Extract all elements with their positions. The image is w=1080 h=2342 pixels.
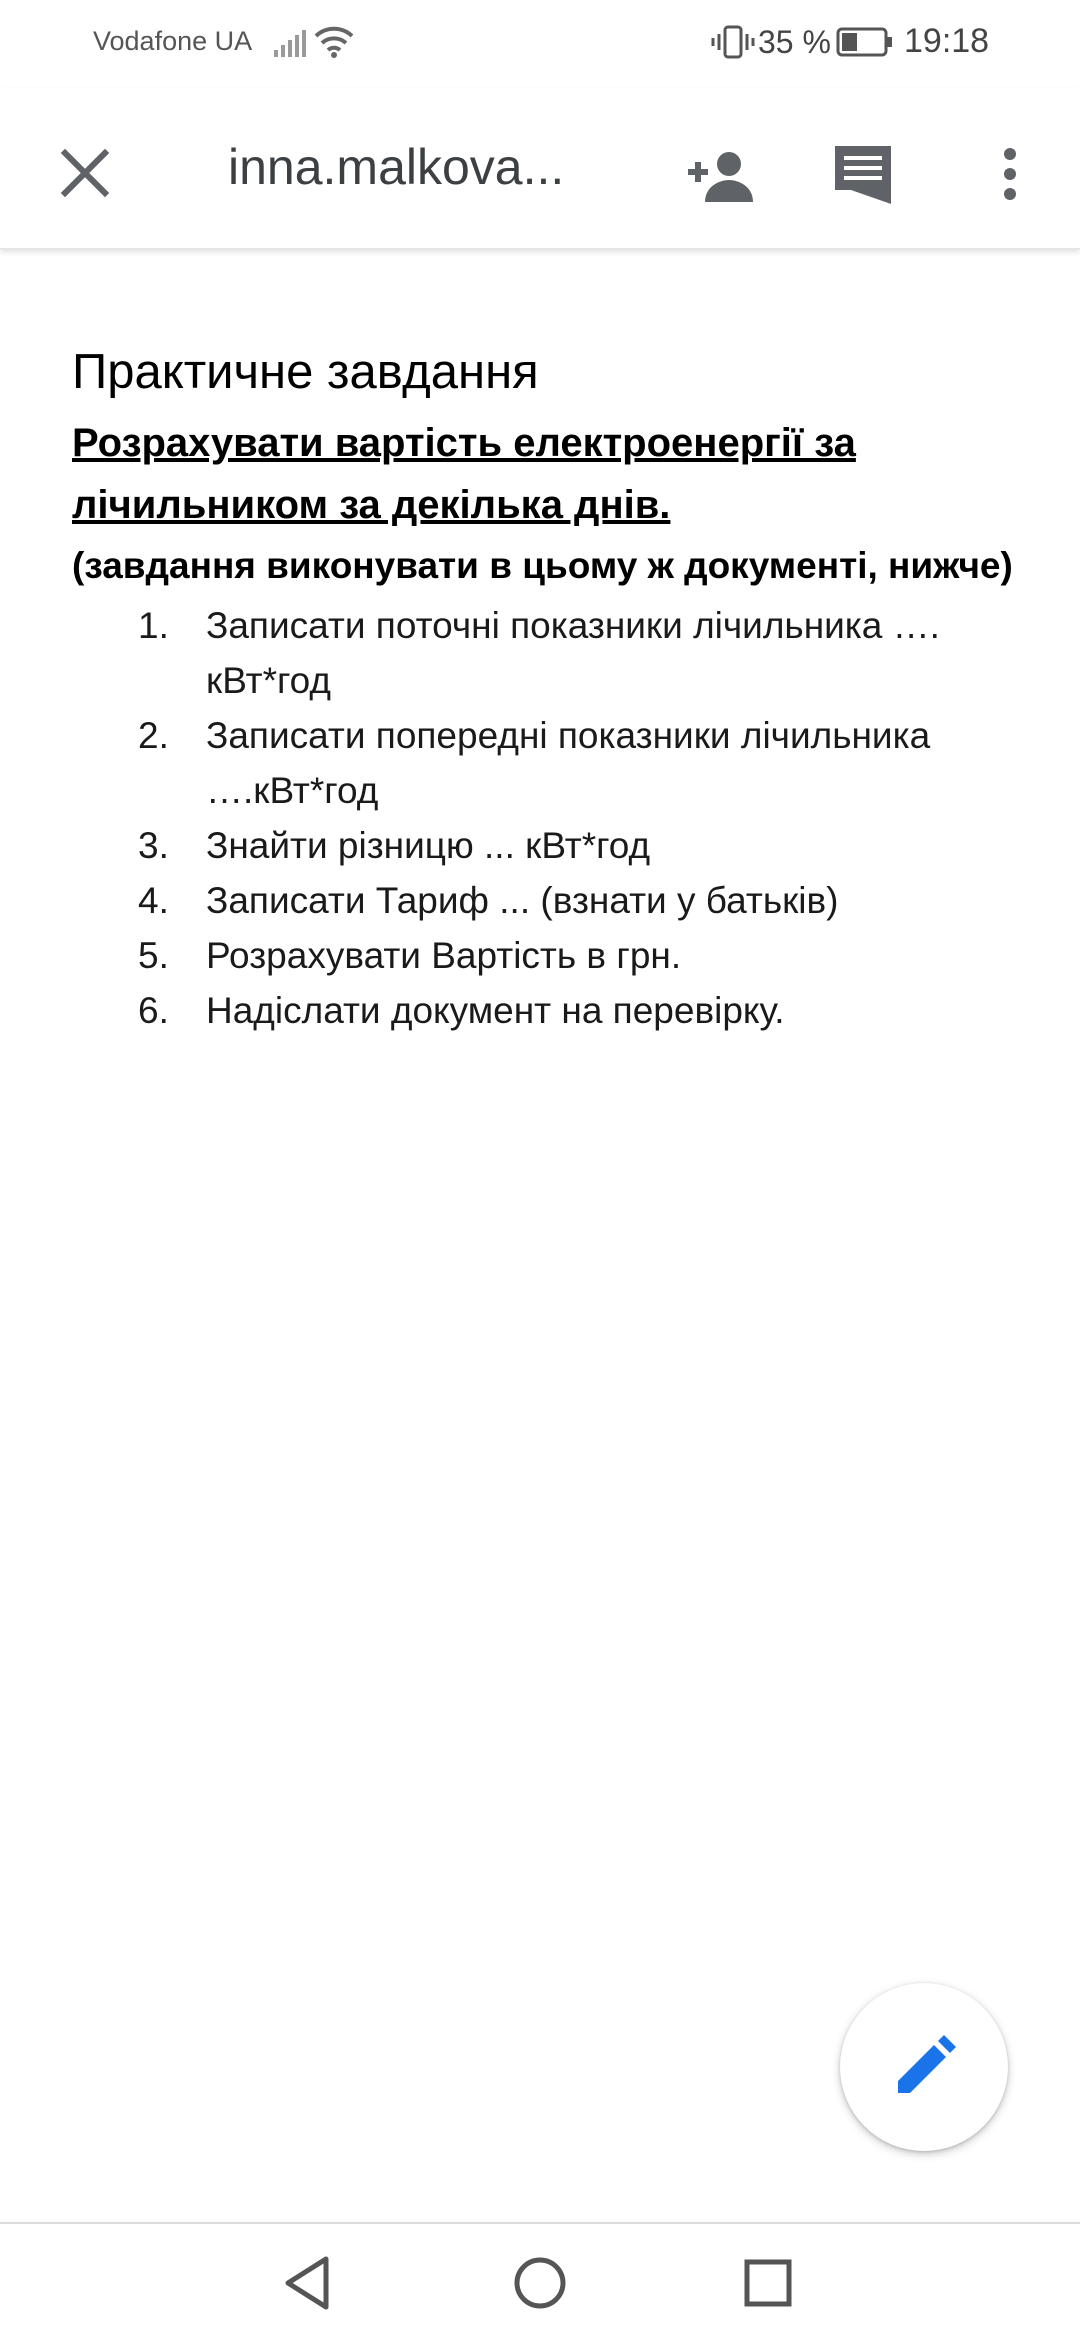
add-people-button[interactable] [675,136,765,216]
document-title[interactable]: inna.malkova... [228,139,565,195]
steps-list [72,598,1032,1038]
more-vert-icon [1000,146,1020,202]
comments-button[interactable] [818,132,908,216]
step-number: 5. [138,935,169,976]
list-item [72,983,1032,1038]
step-text: Записати Тариф ... (взнати у батьків) [206,880,839,921]
close-button[interactable] [40,133,130,213]
edit-pencil-icon [892,2035,956,2099]
step-text: Записати попередні показники лічильника ….кВт*год [206,715,931,811]
app-bar [0,88,1080,249]
nav-home-button[interactable] [500,2248,580,2318]
back-triangle-icon [282,2255,334,2311]
more-options-button[interactable] [980,132,1040,216]
signal-icon [272,30,308,58]
battery-percent: 35 % [758,24,831,60]
add-person-icon [684,148,756,204]
step-number: 2. [138,715,169,756]
step-text: Записати поточні показники лічильника …. кВт*год [206,605,940,701]
list-item [72,928,1032,983]
home-circle-icon [512,2255,568,2311]
nav-back-button[interactable] [268,2248,348,2318]
step-number: 4. [138,880,169,921]
task-note: (завдання виконувати в цьому ж документі, нижче) [72,545,1013,586]
vibrate-icon [710,24,756,60]
wifi-icon [313,24,355,60]
list-item [72,598,1032,708]
step-number: 3. [138,825,169,866]
step-number: 1. [138,605,169,646]
close-icon [59,147,111,199]
status-time: 19:18 [904,22,990,60]
edit-button[interactable] [840,1983,1008,2151]
step-text: Знайти різницю ... кВт*год [206,825,651,866]
list-item [72,708,1032,818]
carrier-name: Vodafone UA [93,26,253,56]
task-statement: Розрахувати вартість електроенергії за лічильником за декілька днів. [72,421,856,527]
status-bar [0,0,1080,88]
document-heading: Практичне завдання [72,345,539,399]
step-text: Надіслати документ на перевірку. [206,990,785,1031]
step-number: 6. [138,990,169,1031]
list-item [72,873,1032,928]
recents-square-icon [742,2257,794,2309]
step-text: Розрахувати Вартість в грн. [206,935,682,976]
document-body [72,340,1032,1038]
system-nav-bar [0,2222,1080,2342]
comment-icon [831,142,895,206]
list-item [72,818,1032,873]
battery-icon [836,26,894,58]
nav-recents-button[interactable] [728,2248,808,2318]
